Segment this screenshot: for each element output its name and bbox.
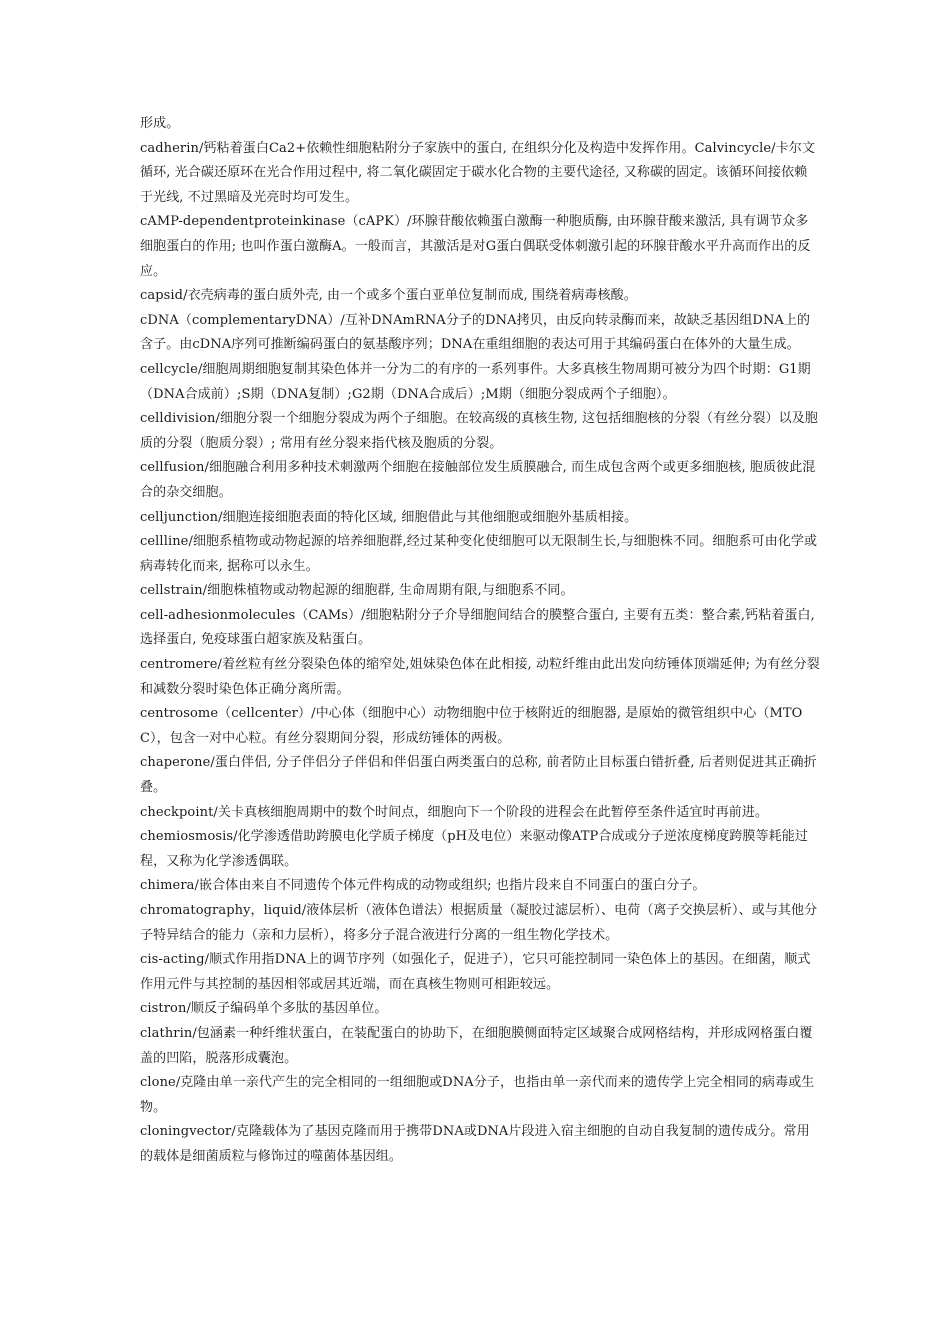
glossary-entry-centrosome: centrosome（cellcenter）/中心体（细胞中心）动物细胞中位于核附近的细胞器, 是原始的微管组织中心（MTOC），包含一对中心粒。有丝分裂期间分裂，形成纺锤体的两极。 [140,706,803,746]
glossary-entry-cellcycle: cellcycle/细胞周期细胞复制其染色体并一分为二的有序的一系列事件。大多真核生物周期可被分为四个时期：G1期（DNA合成前）;S期（DNA复制）;G2期（DNA合成后）;M期（细胞分裂成两个子细胞）。 [140,361,811,402]
glossary-entry-checkpoint: checkpoint/关卡真核细胞周期中的数个时间点，细胞向下一个阶段的进程会在此暂停至条件适宜时再前进。 [140,804,769,820]
glossary-entry-capsid: capsid/衣壳病毒的蛋白质外壳, 由一个或多个蛋白亚单位复制而成, 围绕着病毒核酸。 [140,288,637,304]
glossary-entry-centromere: centromere/着丝粒有丝分裂染色体的缩窄处,姐妹染色体在此相接, 动粒纤维由此出发向纺锤体顶端延伸; 为有丝分裂和减数分裂时染色体正确分离所需。 [140,657,820,697]
glossary-entry-continuation: 形成。 [140,116,180,131]
glossary-entry-chromatography: chromatography，liquid/液体层析（液体色谱法）根据质量（凝胶过滤层析）、电荷（离子交换层析）、或与其他分子特异结合的能力（亲和力层析），将多分子混合液进行分离的一组生物化学技术。 [140,903,818,943]
glossary-entry-clathrin: clathrin/包涵素一种纤维状蛋白，在装配蛋白的协助下，在细胞膜侧面特定区域聚合成网格结构，并形成网格蛋白覆盖的凹陷，脱落形成囊泡。 [140,1025,813,1066]
glossary-entry-clone: clone/克隆由单一亲代产生的完全相同的一组细胞或DNA分子，也指由单一亲代而来的遗传学上完全相同的病毒或生物。 [140,1075,815,1115]
glossary-entry-chaperone: chaperone/蛋白伴侣, 分子伴侣分子伴侣和伴侣蛋白两类蛋白的总称, 前者防止目标蛋白错折叠, 后者则促进其正确折叠。 [140,755,817,796]
glossary-text [140,112,820,1170]
glossary-entry-celljunction: celljunction/细胞连接细胞表面的特化区域, 细胞借此与其他细胞或细胞外基质相接。 [140,509,638,525]
glossary-entry-cams: cell-adhesionmolecules（CAMs）/细胞粘附分子介导细胞间结合的膜整合蛋白, 主要有五类：整合素,钙粘着蛋白, 选择蛋白, 免疫球蛋白超家族及粘蛋白。 [140,607,815,648]
glossary-entry-cadherin: cadherin/钙粘着蛋白Ca2+依赖性细胞粘附分子家族中的蛋白, 在组织分化及构造中发挥作用。Calvincycle/卡尔文循环, 光合碳还原环在光合作用过程中, 将二氧化碳固定于碳水化合物的主要代途径, 又称碳的固定。该循环间接依赖于光线, 不过黑暗及光亮时均可发生。 [140,140,815,205]
glossary-entry-cellfusion: cellfusion/细胞融合利用多种技术刺激两个细胞在接触部位发生质膜融合, 而生成包含两个或更多细胞核, 胞质彼此混合的杂交细胞。 [140,460,816,500]
glossary-entry-chimera: chimera/嵌合体由来自不同遗传个体元件构成的动物或组织; 也指片段来自不同蛋白的蛋白分子。 [140,878,706,894]
glossary-entry-cloningvector: cloningvector/克隆载体为了基因克隆而用于携带DNA或DNA片段进入宿主细胞的自动自我复制的遗传成分。常用的载体是细菌质粒与修饰过的噬菌体基因组。 [140,1124,810,1164]
glossary-entry-cistron: cistron/顺反子编码单个多肽的基因单位。 [140,1001,388,1017]
glossary-entry-cellline: cellline/细胞系植物或动物起源的培养细胞群,经过某种变化使细胞可以无限制生长,与细胞株不同。细胞系可由化学或病毒转化而来, 据称可以永生。 [140,534,818,574]
glossary-entry-capk: cAMP-dependentproteinkinase（cAPK）/环腺苷酸依赖蛋白激酶一种胞质酶, 由环腺苷酸来激活, 具有调节众多细胞蛋白的作用; 也叫作蛋白激酶A。一般而言，其激活是对G蛋白偶联受体刺激引起的环腺苷酸水平升高而作出的反应。 [140,214,811,279]
glossary-entry-cdna: cDNA（complementaryDNA）/互补DNAmRNA分子的DNA拷贝，由反向转录酶而来，故缺乏基因组DNA上的含子。由cDNA序列可推断编码蛋白的氨基酸序列；DNA在重组细胞的表达可用于其编码蛋白在体外的大量生成。 [140,312,811,353]
glossary-entry-chemiosmosis: chemiosmosis/化学渗透借助跨膜电化学质子梯度（pH及电位）来驱动像ATP合成或分子逆浓度梯度跨膜等耗能过程，又称为化学渗透偶联。 [140,829,808,869]
glossary-entry-celldivision: celldivision/细胞分裂一个细胞分裂成为两个子细胞。在较高级的真核生物, 这包括细胞核的分裂（有丝分裂）以及胞质的分裂（胞质分裂）; 常用有丝分裂来指代核及胞质的分裂。 [140,411,818,451]
glossary-entry-cis-acting: cis-acting/顺式作用指DNA上的调节序列（如强化子，促进子），它只可能控制同一染色体上的基因。在细菌，顺式作用元件与其控制的基因相邻或居其近端，而在真核生物则可相距较远。 [140,952,811,992]
glossary-entry-cellstrain: cellstrain/细胞株植物或动物起源的细胞群, 生命周期有限,与细胞系不同。 [140,583,574,599]
